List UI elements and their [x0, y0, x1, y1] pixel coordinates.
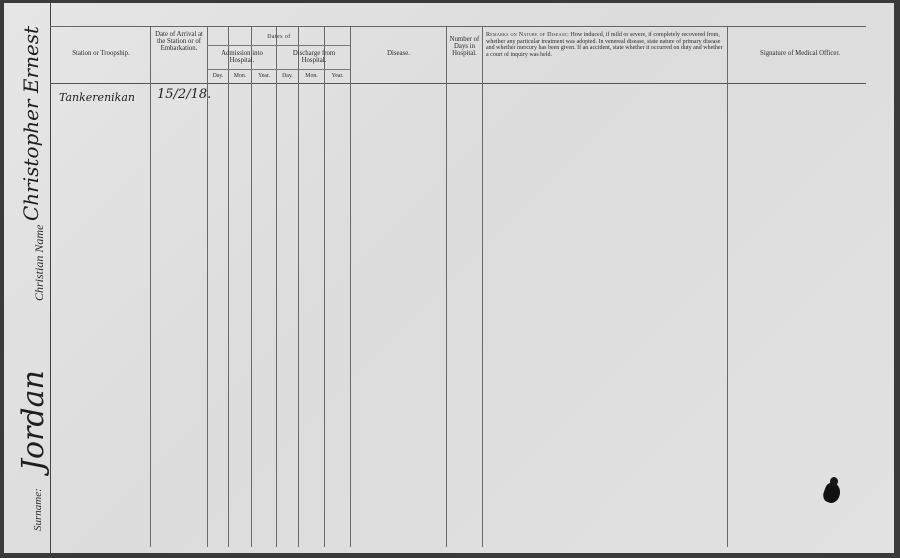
col-divider	[251, 26, 252, 547]
ink-blot	[830, 477, 838, 486]
header-disease: Disease.	[387, 50, 410, 57]
entry-date-arrival: 15/2/18.	[157, 87, 212, 102]
header-dis-day: Day.	[282, 73, 293, 79]
header-signature: Signature of Medical Officer.	[760, 50, 840, 57]
header-top-rule	[50, 26, 866, 27]
header-station: Station or Troopship.	[72, 50, 130, 57]
day-mon-year-rule	[207, 69, 350, 70]
header-adm-mon: Mon.	[233, 73, 247, 79]
medical-record-card	[4, 3, 894, 553]
header-discharge: Discharge from Hospital.	[292, 50, 336, 65]
col-divider	[350, 26, 351, 547]
christian-name-label: Christian Name	[32, 224, 46, 301]
col-divider	[324, 26, 325, 547]
header-days-in-hospital: Number of Days in Hospital.	[449, 36, 480, 58]
name-strip	[4, 3, 51, 553]
header-date-arrival: Date of Arrival at the Station or of Embarkation.	[155, 31, 203, 53]
christian-name-value: Christopher Ernest	[19, 25, 43, 221]
header-dis-year: Year.	[331, 73, 344, 79]
col-divider	[276, 26, 277, 547]
entry-station: Tankerenikan	[59, 91, 135, 104]
surname-label: Surname:	[32, 488, 44, 531]
col-divider	[727, 26, 728, 547]
header-bottom-rule	[50, 83, 866, 84]
header-dis-mon: Mon.	[305, 73, 318, 79]
header-remarks-body: How induced, if mild or severe, if completely recovered from, whether any particular treatment was adopted. In venereal disease, state nature of primary disease and whether mercury has been given. If an accident, state whether it occurred on duty and whether a court of inquiry was held.	[486, 32, 723, 58]
col-divider	[446, 26, 447, 547]
header-dates-of: Dates of	[267, 34, 291, 40]
col-divider	[150, 26, 151, 547]
col-divider	[207, 26, 208, 547]
col-divider	[298, 26, 299, 547]
header-adm-year: Year.	[258, 73, 270, 79]
header-admission: Admission into Hospital.	[221, 50, 263, 65]
col-divider	[228, 26, 229, 547]
dates-of-rule	[207, 45, 350, 46]
col-divider	[482, 26, 483, 547]
header-remarks	[486, 32, 724, 58]
surname-value: Jordan	[16, 370, 51, 471]
header-adm-day: Day.	[212, 73, 224, 79]
header-remarks-title: Remarks on Nature of Disease:	[486, 32, 570, 38]
